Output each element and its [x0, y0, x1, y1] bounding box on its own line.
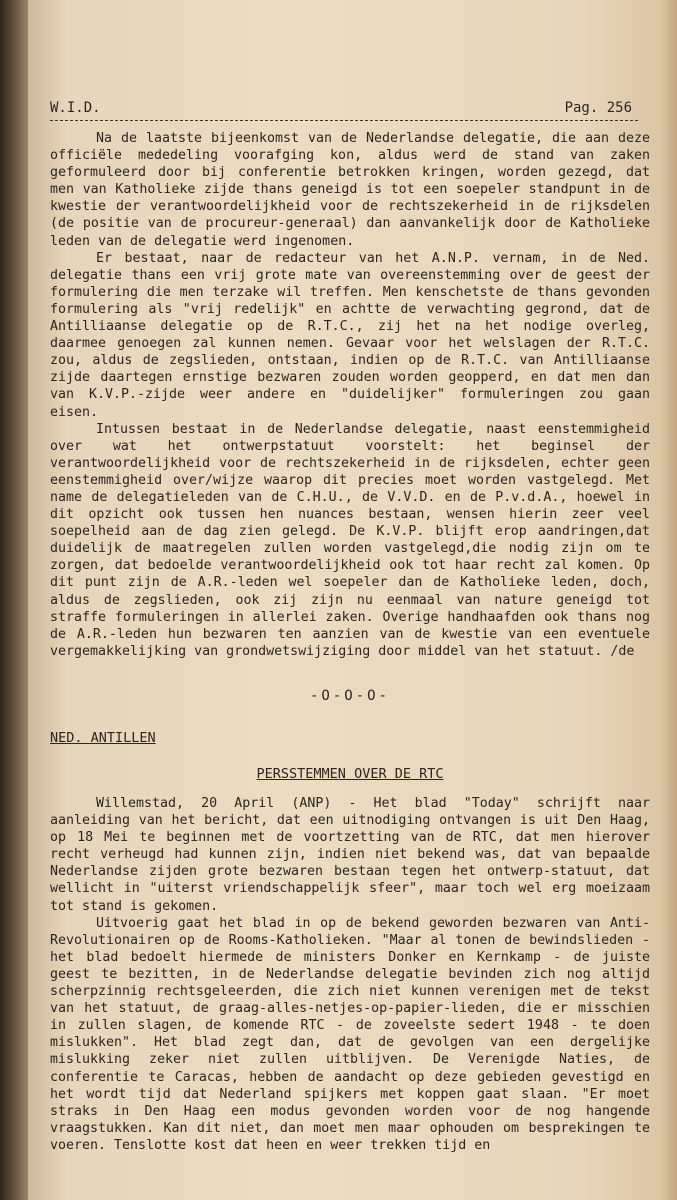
header-source: W.I.D.: [50, 100, 101, 116]
binder-spine: [0, 0, 30, 1200]
page-number: Pag. 256: [564, 100, 632, 116]
section-separator: -O-O-O-: [309, 688, 390, 704]
paragraph: [50, 421, 650, 660]
paragraph-text: Intussen bestaat in de Nederlandse delegatie, naast eenstemmigheid over wat het ontwerpstatuut voorstelt: het beginsel der verantwoordelijkheid voor de rechtszekerheid in de rijksdelen, echter geen eenstemmigheid over/wijze waarop dit precies moet worden vastgelegd. Met name de delegatieleden van de C.H.U., de V.V.D. en de P.v.d.A., hoewel in dit opzicht ook tussen hen nuances bestaan, wensen hierin zeer veel soepelheid aan de dag zien gelegd. De K.V.P. blijft erop aandringen,dat duidelijk de maatregelen zullen worden vastgelegd,die nodig zijn om te zorgen, dat bedoelde verantwoordelijkheid ook tot haar recht zal komen. Op dit punt zijn de A.R.-leden wel soepeler dan de Katholieke leden, doch, aldus de zegslieden, ook zij zijn nu eenmaal van nature geneigd tot straffe formuleringen in allerlei zaken. Overige handhaafden ook thans nog de A.R.-leden hun bezwaren ten aanzien van de kwestie van een eventuele vergemakkelijking van grondwetswijziging door middel van het statuut. /de: [50, 421, 650, 659]
paragraph: [50, 795, 650, 915]
page-edge-shadow: [661, 0, 677, 1200]
paragraph-text: Na de laatste bijeenkomst van de Nederlandse delegatie, die aan deze officiële mededeling voorafging kon, aldus werd de stand van zaken geformuleerd door bij conferentie betrokken kringen, worden gezegd, dat men van Katholieke zijde thans geneigd is tot een soepeler standpunt in de kwestie der verantwoordelijkheid voor de rechtszekerheid in de rijksdelen (de positie van de procureur-generaal) dan aanvankelijk door de Katholieke leden van de delegatie werd ingenomen.: [50, 131, 650, 249]
paragraph-text: Uitvoerig gaat het blad in op de bekend geworden bezwaren van Anti-Revolutionairen op de Rooms-Katholieken. "Maar al tonen de bewindslieden - het blad bedoelt hiermede de ministers Donker en Kernkamp - de juiste geest te bezitten, in de Nederlandse delegatie bevinden zich nog altijd scherpzinnig rechtsgeleerden, die zich niet kunnen verenigen met de tekst van het statuut, de graag-alles-netjes-op-papier-lieden, die er misschien in zullen slagen, de komende RTC - de zoveelste sedert 1948 - te doen mislukken". Het blad zegt dan, dat de gevolgen van een dergelijke mislukking zeker niet zullen uitblijven. De Verenigde Naties, de conferentie te Caracas, hebben de aandacht op deze gebieden gevestigd en het wordt tijd dat Nederland spijkers met koppen gaat slaan. "Er moet straks in Den Haag een modus gevonden worden voor de nog hangende vraagstukken. Kan dit niet, dan moet men maar ophouden om besprekingen te voeren. Tenslotte kost dat heen en weer trekken tijd en: [50, 915, 650, 1153]
paragraph: [50, 250, 650, 421]
page-header: [50, 100, 638, 121]
section-heading: NED. ANTILLEN: [50, 730, 156, 746]
paragraph-text: Er bestaat, naar de redacteur van het A.N.P. vernam, in de Ned. delegatie thans een vrij grote mate van overeenstemming over de geest der formulering die men terzake wil treffen. Men kenschetste de thans gevonden formulering als "vrij redelijk" en achtte de verwachting gegrond, dat de Antilliaanse delegatie op de R.T.C., zij het na het nodige overleg, daarmee genoegen zal kunnen nemen. Gevaar voor het welslagen der R.T.C. zou, aldus de zegslieden, ontstaan, indien op de R.T.C. van Antilliaanse zijde daartegen ernstige bezwaren zouden worden geopperd, en dat men dan van K.V.P.-zijde weer andere en "duidelijker" formuleringen zou gaan eisen.: [50, 250, 650, 420]
document-page: [28, 0, 677, 1200]
paragraph-text: Willemstad, 20 April (ANP) - Het blad "Today" schrijft naar aanleiding van het bericht, dat een uitnodiging ontvangen is uit Den Haag, op 18 Mei te beginnen met de voortzetting van de RTC, dat men hierover recht verheugd had kunnen zijn, indien niet bekend was, dat van bepaalde Nederlandse zijden grote bezwaren bestaan tegen het ontwerp-statuut, dat wellicht in "uiterst vriendschappelijk sfeer", maar toch wel erg moeizaam tot stand is gekomen.: [50, 796, 650, 914]
paragraph: [50, 915, 650, 1154]
paragraph: [50, 130, 650, 250]
article-body-2: [50, 795, 650, 1154]
article-title: PERSSTEMMEN OVER DE RTC: [256, 766, 444, 782]
article-body: [50, 130, 650, 660]
